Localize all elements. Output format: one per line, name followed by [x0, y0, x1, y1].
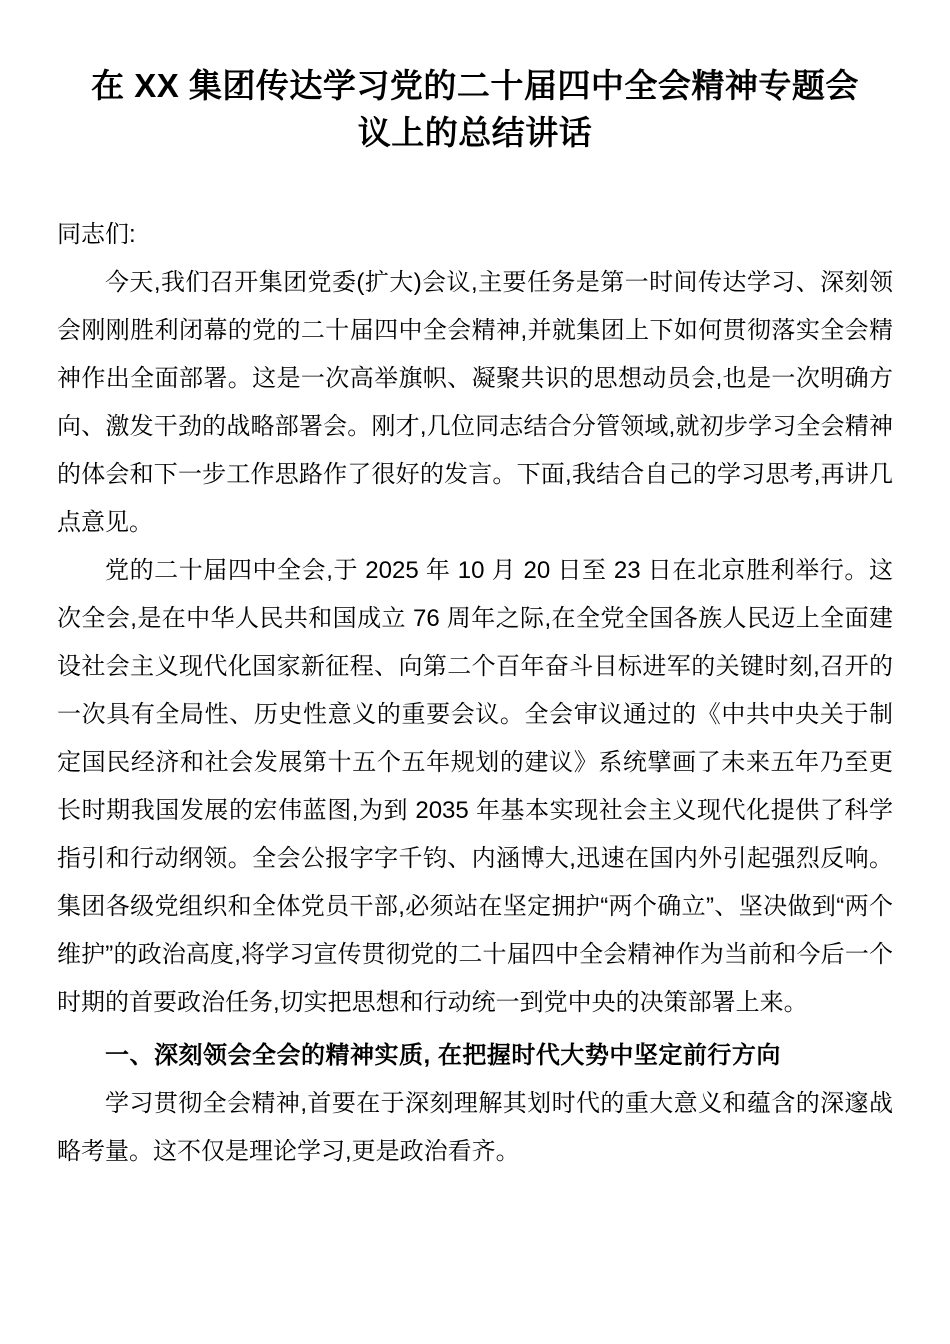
paragraph-section-1-body: 学习贯彻全会精神,首要在于深刻理解其划时代的重大意义和蕴含的深邃战略考量。这不仅是理论学习,更是政治看齐。: [57, 1090, 893, 1165]
document-title: 在 XX 集团传达学习党的二十届四中全会精神专题会议上的总结讲话: [91, 67, 859, 151]
section-heading-1: 一、深刻领会全会的精神实质, 在把握时代大势中坚定前行方向: [105, 1042, 781, 1069]
paragraph-intro: 今天,我们召开集团党委(扩大)会议,主要任务是第一时间传达学习、深刻领会刚刚胜利闭幕的党的二十届四中全会精神,并就集团上下如何贯彻落实全会精神作出全面部署。这是一次高举旗帜、凝聚共识的思想动员会,也是一次明确方向、激发干劲的战略部署会。刚才,几位同志结合分管领域,就初步学习全会精神的体会和下一步工作思路作了很好的发言。下面,我结合自己的学习思考,再讲几点意见。: [57, 269, 893, 536]
paragraph-plenary-overview: 党的二十届四中全会,于 2025 年 10 月 20 日至 23 日在北京胜利举行。这次全会,是在中华人民共和国成立 76 周年之际,在全党全国各族人民迈上全面建设社会主义现代化国家新征程、向第二个百年奋斗目标进军的关键时刻,召开的一次具有全局性、历史性意义的重要会议。全会审议通过的《中共中央关于制定国民经济和社会发展第十五个五年规划的建议》系统擘画了未来五年乃至更长时期我国发展的宏伟蓝图,为到 2035 年基本实现社会主义现代化提供了科学指引和行动纲领。全会公报字字千钧、内涵博大,迅速在国内外引起强烈反响。集团各级党组织和全体党员干部,必须站在坚定拥护“两个确立”、坚决做到“两个维护”的政治高度,将学习宣传贯彻党的二十届四中全会精神作为当前和今后一个时期的首要政治任务,切实把思想和行动统一到党中央的决策部署上来。: [57, 557, 893, 1016]
salutation: 同志们:: [57, 221, 136, 248]
